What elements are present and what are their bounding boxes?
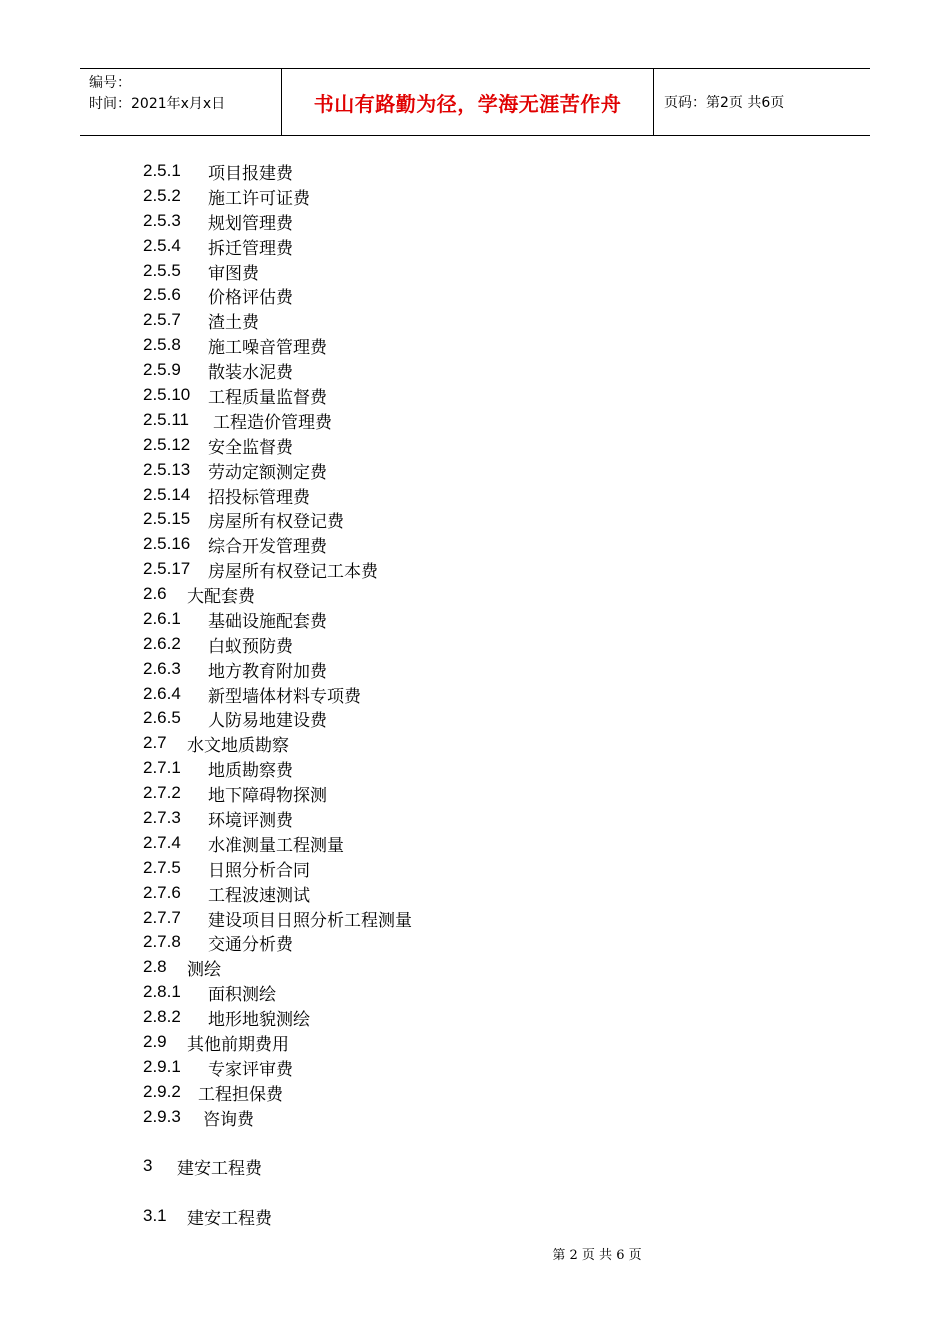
item-text: 审图费: [208, 263, 259, 284]
list-item: [143, 234, 293, 258]
item-number: 2.5.9: [143, 360, 181, 379]
item-text: 散装水泥费: [208, 362, 293, 383]
item-number: 2.7.2: [143, 783, 181, 802]
list-item: [143, 856, 310, 880]
list-item: [143, 383, 327, 407]
item-text: 工程担保费: [198, 1084, 283, 1105]
list-item: [143, 657, 327, 681]
list-item: [143, 1105, 254, 1129]
item-number: 2.5.17: [143, 559, 191, 578]
item-number: 2.7.1: [143, 758, 181, 777]
item-text: 施工噪音管理费: [208, 337, 327, 358]
item-text: 安全监督费: [208, 437, 293, 458]
list-item: [143, 358, 293, 382]
item-text: 价格评估费: [208, 287, 293, 308]
item-number: 2.7.4: [143, 833, 181, 852]
item-number: 2.8: [143, 957, 167, 976]
item-number: 2.7.8: [143, 932, 181, 951]
item-number: 2.8.2: [143, 1007, 181, 1026]
list-item: [143, 1080, 283, 1104]
item-number: 2.5.3: [143, 211, 181, 230]
item-number: 2.5.8: [143, 335, 181, 354]
item-text: 房屋所有权登记工本费: [208, 561, 378, 582]
item-text: 其他前期费用: [187, 1034, 289, 1055]
item-number: 2.7: [143, 733, 167, 752]
list-item: [143, 283, 293, 307]
item-text: 地下障碍物探测: [208, 785, 327, 806]
list-item: [143, 632, 293, 656]
list-item: [143, 159, 293, 183]
item-number: 2.6.1: [143, 609, 181, 628]
item-text: 劳动定额测定费: [208, 462, 327, 483]
item-text: 建设项目日照分析工程测量: [208, 910, 412, 931]
item-number: 2.7.6: [143, 883, 181, 902]
item-number: 2.7.5: [143, 858, 181, 877]
item-number: 2.9.3: [143, 1107, 181, 1126]
item-number: 2.8.1: [143, 982, 181, 1001]
item-text: 交通分析费: [208, 934, 293, 955]
item-text: 大配套费: [187, 586, 255, 607]
list-item: [143, 806, 293, 830]
item-text: 项目报建费: [208, 163, 293, 184]
item-number: 2.5.2: [143, 186, 181, 205]
item-text: 地形地貌测绘: [208, 1009, 310, 1030]
footer-page-number: 第 2 页 共 6 页: [552, 1248, 642, 1263]
section-heading: [143, 1204, 272, 1228]
item-number: 2.5.16: [143, 534, 191, 553]
list-item: [143, 980, 276, 1004]
list-item: [143, 756, 293, 780]
time-label: 时间：2021年x月x日: [89, 96, 226, 112]
item-number: 2.5.14: [143, 485, 191, 504]
item-text: 综合开发管理费: [208, 536, 327, 557]
item-text: 工程质量监督费: [208, 387, 327, 408]
code-label: 编号：: [89, 75, 131, 91]
item-number: 2.5.12: [143, 435, 191, 454]
item-number: 2.6.5: [143, 708, 181, 727]
list-item: [143, 458, 327, 482]
item-number: 2.6.4: [143, 684, 181, 703]
list-item: [143, 1030, 289, 1054]
header-motto-cell: [282, 69, 654, 135]
list-item: [143, 682, 361, 706]
item-text: 面积测绘: [208, 984, 276, 1005]
item-number: 2.5.4: [143, 236, 181, 255]
item-number: 2.5.13: [143, 460, 191, 479]
section-number: 3: [143, 1156, 153, 1175]
header-page-cell: [654, 69, 870, 135]
item-number: 2.9.2: [143, 1082, 181, 1101]
item-text: 拆迁管理费: [208, 238, 293, 259]
list-item: [143, 408, 332, 432]
list-item: [143, 1055, 293, 1079]
item-number: 2.6: [143, 584, 167, 603]
item-text: 测绘: [187, 959, 221, 980]
list-item: [143, 184, 310, 208]
item-text: 房屋所有权登记费: [208, 511, 344, 532]
list-item: [143, 906, 412, 930]
list-item: [143, 930, 293, 954]
section-heading: [143, 1154, 262, 1178]
list-item: [143, 1005, 310, 1029]
item-text: 基础设施配套费: [208, 611, 327, 632]
list-item: [143, 308, 259, 332]
item-text: 招投标管理费: [208, 487, 310, 508]
list-item: [143, 582, 255, 606]
item-number: 2.5.6: [143, 285, 181, 304]
item-text: 环境评测费: [208, 810, 293, 831]
item-text: 地质勘察费: [208, 760, 293, 781]
item-number: 2.7.7: [143, 908, 181, 927]
item-text: 水准测量工程测量: [208, 835, 344, 856]
list-item: [143, 831, 344, 855]
list-item: [143, 706, 327, 730]
list-item: [143, 781, 327, 805]
list-item: [143, 259, 259, 283]
list-item: [143, 483, 310, 507]
item-number: 2.9: [143, 1032, 167, 1051]
item-text: 工程波速测试: [208, 885, 310, 906]
item-text: 渣土费: [208, 312, 259, 333]
item-text: 地方教育附加费: [208, 661, 327, 682]
item-text: 人防易地建设费: [208, 710, 327, 731]
list-item: [143, 557, 378, 581]
list-item: [143, 607, 327, 631]
page-label: 页码：第2页 共6页: [664, 95, 785, 111]
list-item: [143, 507, 344, 531]
item-number: 2.5.11: [143, 410, 190, 429]
item-text: 专家评审费: [208, 1059, 293, 1080]
item-text: 施工许可证费: [208, 188, 310, 209]
item-text: 规划管理费: [208, 213, 293, 234]
item-text: 咨询费: [203, 1109, 254, 1130]
list-item: [143, 433, 293, 457]
item-number: 2.5.7: [143, 310, 181, 329]
item-text: 新型墙体材料专项费: [208, 686, 361, 707]
list-item: [143, 955, 221, 979]
section-text: 建安工程费: [187, 1208, 272, 1229]
item-number: 2.5.10: [143, 385, 191, 404]
item-text: 工程造价管理费: [213, 412, 332, 433]
section-number: 3.1: [143, 1206, 167, 1225]
item-number: 2.5.5: [143, 261, 181, 280]
item-number: 2.5.15: [143, 509, 191, 528]
item-number: 2.6.3: [143, 659, 181, 678]
list-item: [143, 881, 310, 905]
list-item: [143, 333, 327, 357]
list-item: [143, 532, 327, 556]
section-text: 建安工程费: [177, 1158, 262, 1179]
item-number: 2.6.2: [143, 634, 181, 653]
item-text: 水文地质勘察: [187, 735, 289, 756]
document-header: [80, 68, 870, 136]
item-text: 日照分析合同: [208, 860, 310, 881]
header-meta-cell: [80, 69, 282, 135]
item-number: 2.5.1: [143, 161, 181, 180]
item-number: 2.7.3: [143, 808, 181, 827]
item-number: 2.9.1: [143, 1057, 181, 1076]
motto-text: 书山有路勤为径，学海无涯苦作舟: [313, 91, 622, 116]
list-item: [143, 209, 293, 233]
item-text: 白蚁预防费: [208, 636, 293, 657]
list-item: [143, 731, 289, 755]
page-footer: [0, 1244, 950, 1263]
